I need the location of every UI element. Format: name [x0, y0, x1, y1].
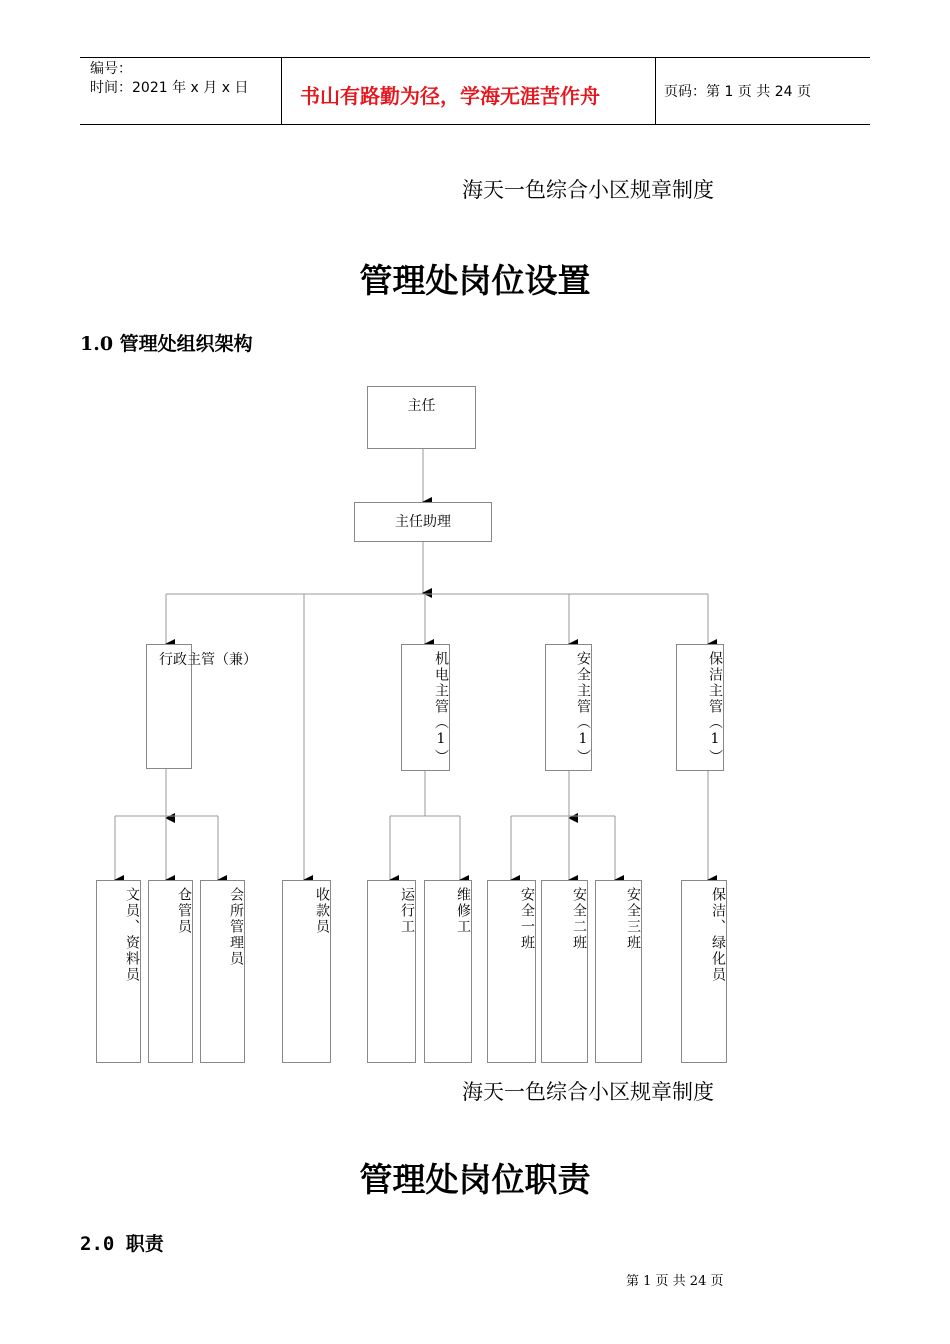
- org-box-security-2: [541, 880, 588, 1063]
- org-label-operator: 运行工: [399, 887, 415, 935]
- org-box-club-manager: [200, 880, 245, 1063]
- motto: 书山有路勤为径，学海无涯苦作舟: [300, 84, 600, 108]
- org-label-cleaner: 保洁、绿化员: [710, 887, 726, 983]
- footer-page-number: 第 1 页 共 24 页: [626, 1274, 724, 1289]
- org-label-cashier: 收款员: [314, 887, 330, 935]
- org-label-security-supervisor: 安全主管（1）: [575, 651, 591, 765]
- doc-subtitle-2: 海天一色综合小区规章制度: [462, 1080, 714, 1104]
- page-label: 页码：第 1 页 共 24 页: [664, 84, 811, 100]
- org-label-security-1: 安全一班: [519, 887, 535, 951]
- section-heading: 1.0 管理处组织架构: [80, 333, 253, 355]
- org-label-mech-supervisor: 机电主管（1）: [433, 651, 449, 765]
- org-box-security-3: [595, 880, 642, 1063]
- org-box-warehouse: [148, 880, 193, 1063]
- org-box-operator: [367, 880, 416, 1063]
- org-box-security-1: [487, 880, 536, 1063]
- org-label-clerk: 文员、资料员: [124, 887, 140, 983]
- org-box-admin-supervisor: [146, 644, 257, 769]
- org-box-mech-supervisor: [401, 644, 450, 771]
- serial-label: 编号：: [90, 61, 132, 77]
- org-label-admin-supervisor: 行政主管（兼）: [159, 652, 257, 668]
- page-title-2: 管理处岗位职责: [359, 1160, 591, 1199]
- org-label-security-2: 安全二班: [571, 887, 587, 951]
- org-label-director: 主任: [407, 398, 436, 414]
- org-box-security-supervisor: [545, 644, 592, 771]
- org-label-repair: 维修工: [455, 887, 471, 935]
- doc-subtitle: 海天一色综合小区规章制度: [462, 178, 714, 202]
- org-label-assistant: 主任助理: [395, 514, 451, 530]
- section-heading-2: 2.0 职责: [80, 1233, 164, 1255]
- time-label: 时间：2021 年 x 月 x 日: [90, 80, 249, 96]
- org-box-cleaner: [681, 880, 727, 1063]
- org-label-warehouse: 仓管员: [176, 887, 192, 935]
- org-label-club-manager: 会所管理员: [228, 887, 244, 967]
- org-box-assistant: [354, 502, 492, 542]
- org-box-repair: [424, 880, 472, 1063]
- page-title: 管理处岗位设置: [359, 261, 591, 300]
- org-box-cleaning-supervisor: [676, 644, 724, 771]
- org-box-director: [367, 386, 476, 449]
- org-box-cashier: [282, 880, 331, 1063]
- org-box-clerk: [96, 880, 141, 1063]
- org-label-cleaning-supervisor: 保洁主管（1）: [707, 651, 723, 765]
- org-label-security-3: 安全三班: [625, 887, 641, 951]
